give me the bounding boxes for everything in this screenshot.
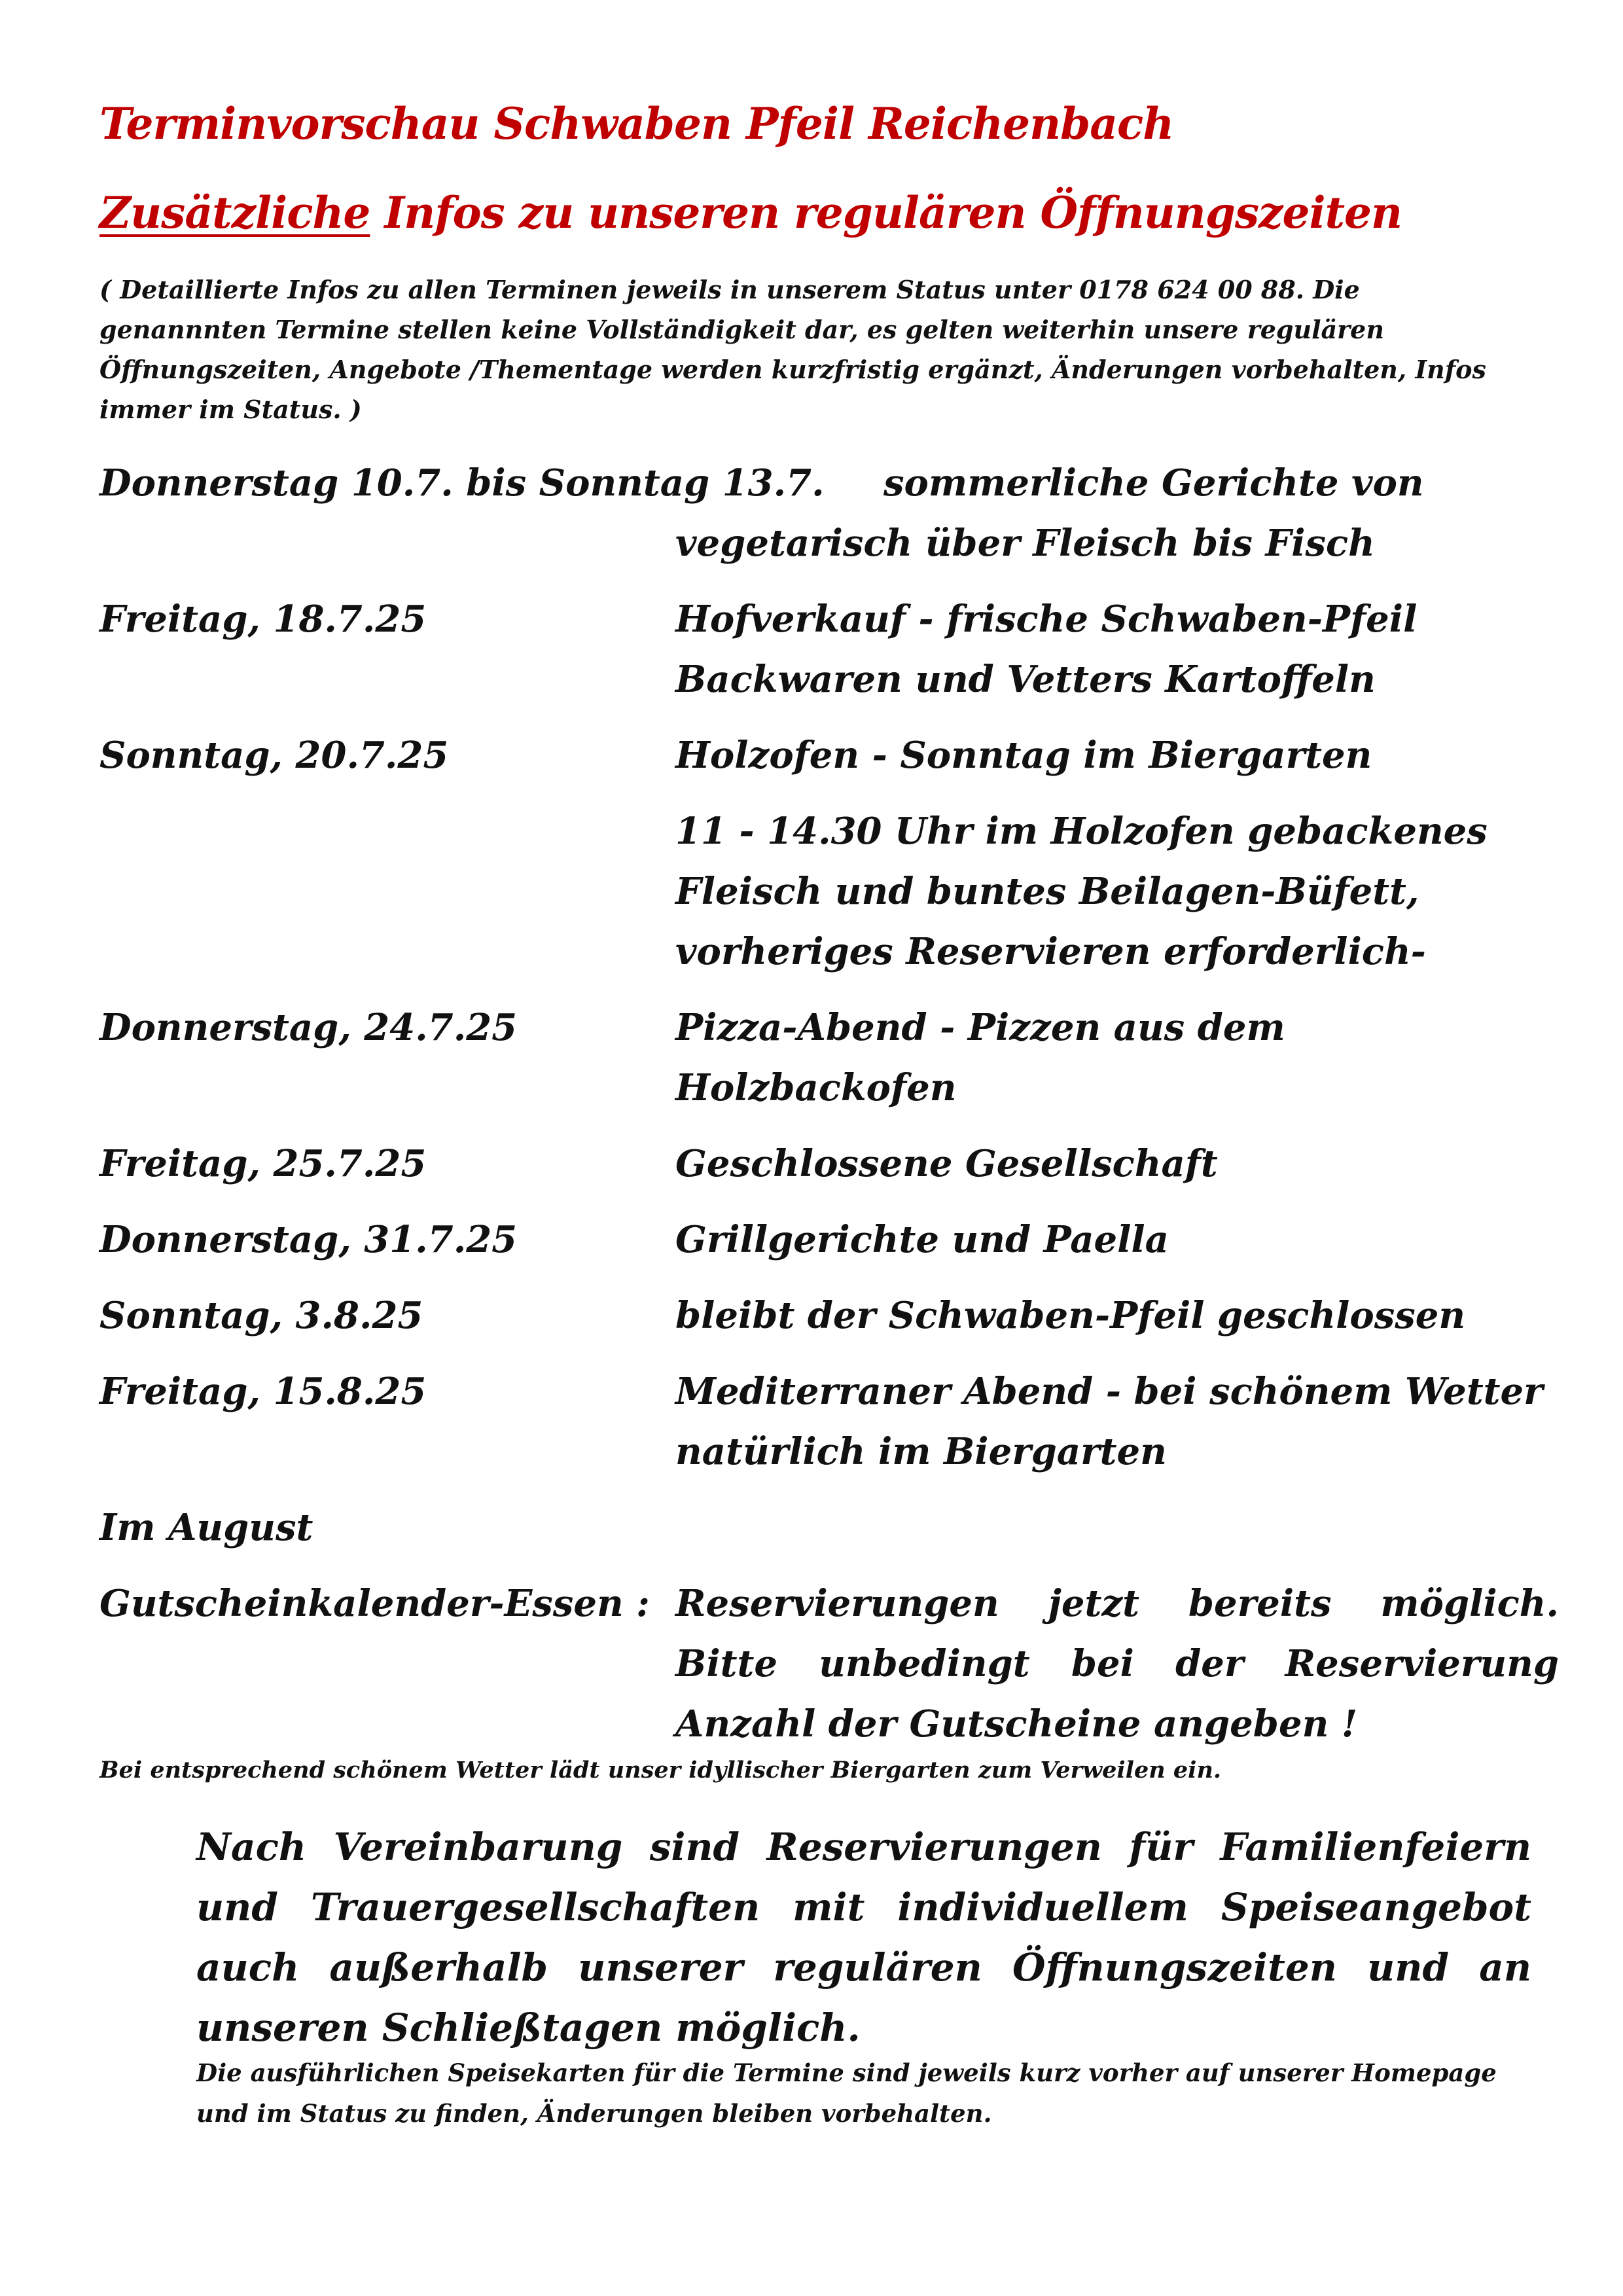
schedule-row <box>99 725 1559 785</box>
voucher-label: Gutscheinkalender-Essen : <box>99 1582 650 1625</box>
schedule-row <box>99 453 1559 573</box>
schedule-description: Pizza-Abend - Pizzen aus dem Holzbackofen <box>675 1006 1285 1109</box>
schedule-row <box>99 997 1559 1118</box>
schedule-list <box>99 453 1559 1754</box>
schedule-description: bleibt der Schwaben-Pfeil geschlossen <box>675 1294 1466 1337</box>
subtitle-rest: Infos zu unseren regulären Öffnungszeiten <box>370 187 1402 238</box>
schedule-date: Donnerstag 10.7. bis Sonntag 13.7. <box>99 461 825 505</box>
reservation-note: Nach Vereinbarung sind Reservierungen für Familienfeiern und Trauergesellschaften mit individuellem Speiseangebot auch außerhalb unserer regulären Öffnungszeiten und an unseren Schließtagen möglich. <box>196 1825 1531 2050</box>
subtitle-underlined-word: Zusätzliche <box>99 187 370 238</box>
august-heading: Im August <box>99 1506 313 1549</box>
page-subtitle <box>99 187 1402 238</box>
schedule-row <box>99 1285 1559 1346</box>
intro-note: ( Detaillierte Infos zu allen Terminen jeweils in unserem Status unter 0178 624 00 88. Die genannnten Termine stellen keine Vollständigkeit dar, es gelten weiterhin unsere regulären Öffnungszeiten, Angebote /Thementage werden kurzfristig ergänzt, Änderungen vorbehalten, Infos immer im Status. ) <box>99 275 1486 424</box>
beer-garden-note: Bei entsprechend schönem Wetter lädt unser idyllischer Biergarten zum Verweilen ein. <box>99 1757 1222 1784</box>
schedule-description: 11 - 14.30 Uhr im Holzofen gebackenes Fleisch und buntes Beilagen-Büfett, vorheriges Reservieren erforderlich- <box>675 810 1488 973</box>
voucher-row <box>99 1573 1559 1754</box>
schedule-date: Sonntag, 3.8.25 <box>99 1294 423 1337</box>
schedule-row <box>99 1134 1559 1194</box>
voucher-description: Reservierungen jetzt bereits möglich. Bitte unbedingt bei der Reservierung Anzahl der Gutscheine angeben ! <box>675 1582 1559 1746</box>
schedule-description: sommerliche Gerichte von <box>883 461 1424 505</box>
schedule-description: Geschlossene Gesellschaft <box>675 1142 1218 1185</box>
schedule-row <box>99 1361 1559 1482</box>
schedule-date: Freitag, 18.7.25 <box>99 598 427 641</box>
schedule-date: Freitag, 15.8.25 <box>99 1370 427 1413</box>
schedule-row <box>99 589 1559 709</box>
schedule-description: Holzofen - Sonntag im Biergarten <box>675 734 1372 777</box>
schedule-row <box>99 1210 1559 1270</box>
schedule-row <box>99 801 1559 982</box>
schedule-description-continued: vegetarisch über Fleisch bis Fisch <box>675 522 1375 565</box>
schedule-date: Sonntag, 20.7.25 <box>99 734 449 777</box>
schedule-date: Donnerstag, 31.7.25 <box>99 1218 518 1261</box>
schedule-date: Donnerstag, 24.7.25 <box>99 1006 518 1049</box>
schedule-description: Hofverkauf - frische Schwaben-Pfeil Backwaren und Vetters Kartoffeln <box>675 598 1418 701</box>
schedule-description: Mediterraner Abend - bei schönem Wetter natürlich im Biergarten <box>675 1370 1543 1473</box>
schedule-date: Freitag, 25.7.25 <box>99 1142 427 1185</box>
schedule-description: Grillgerichte und Paella <box>675 1218 1169 1261</box>
closing-note: Die ausführlichen Speisekarten für die Termine sind jeweils kurz vorher auf unserer Homepage und im Status zu finden, Änderungen bleiben vorbehalten. <box>196 2058 1497 2128</box>
page-title: Terminvorschau Schwaben Pfeil Reichenbach <box>99 98 1174 149</box>
